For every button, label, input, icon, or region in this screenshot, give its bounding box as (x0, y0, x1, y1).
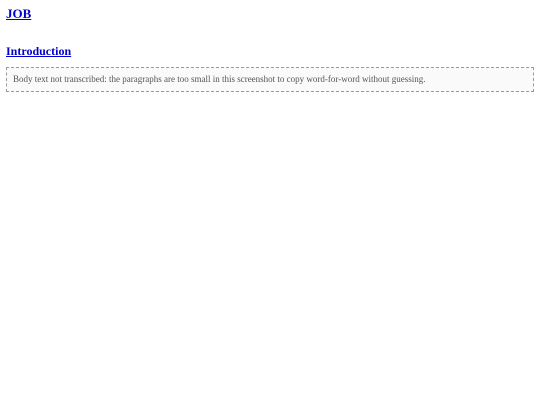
transcription-notice: Body text not transcribed: the paragraphs are too small in this screenshot to copy word-for-word without guessing. (6, 67, 534, 92)
introduction-heading-link[interactable]: Introduction (6, 44, 72, 58)
book-title-link[interactable]: JOB (6, 6, 32, 21)
